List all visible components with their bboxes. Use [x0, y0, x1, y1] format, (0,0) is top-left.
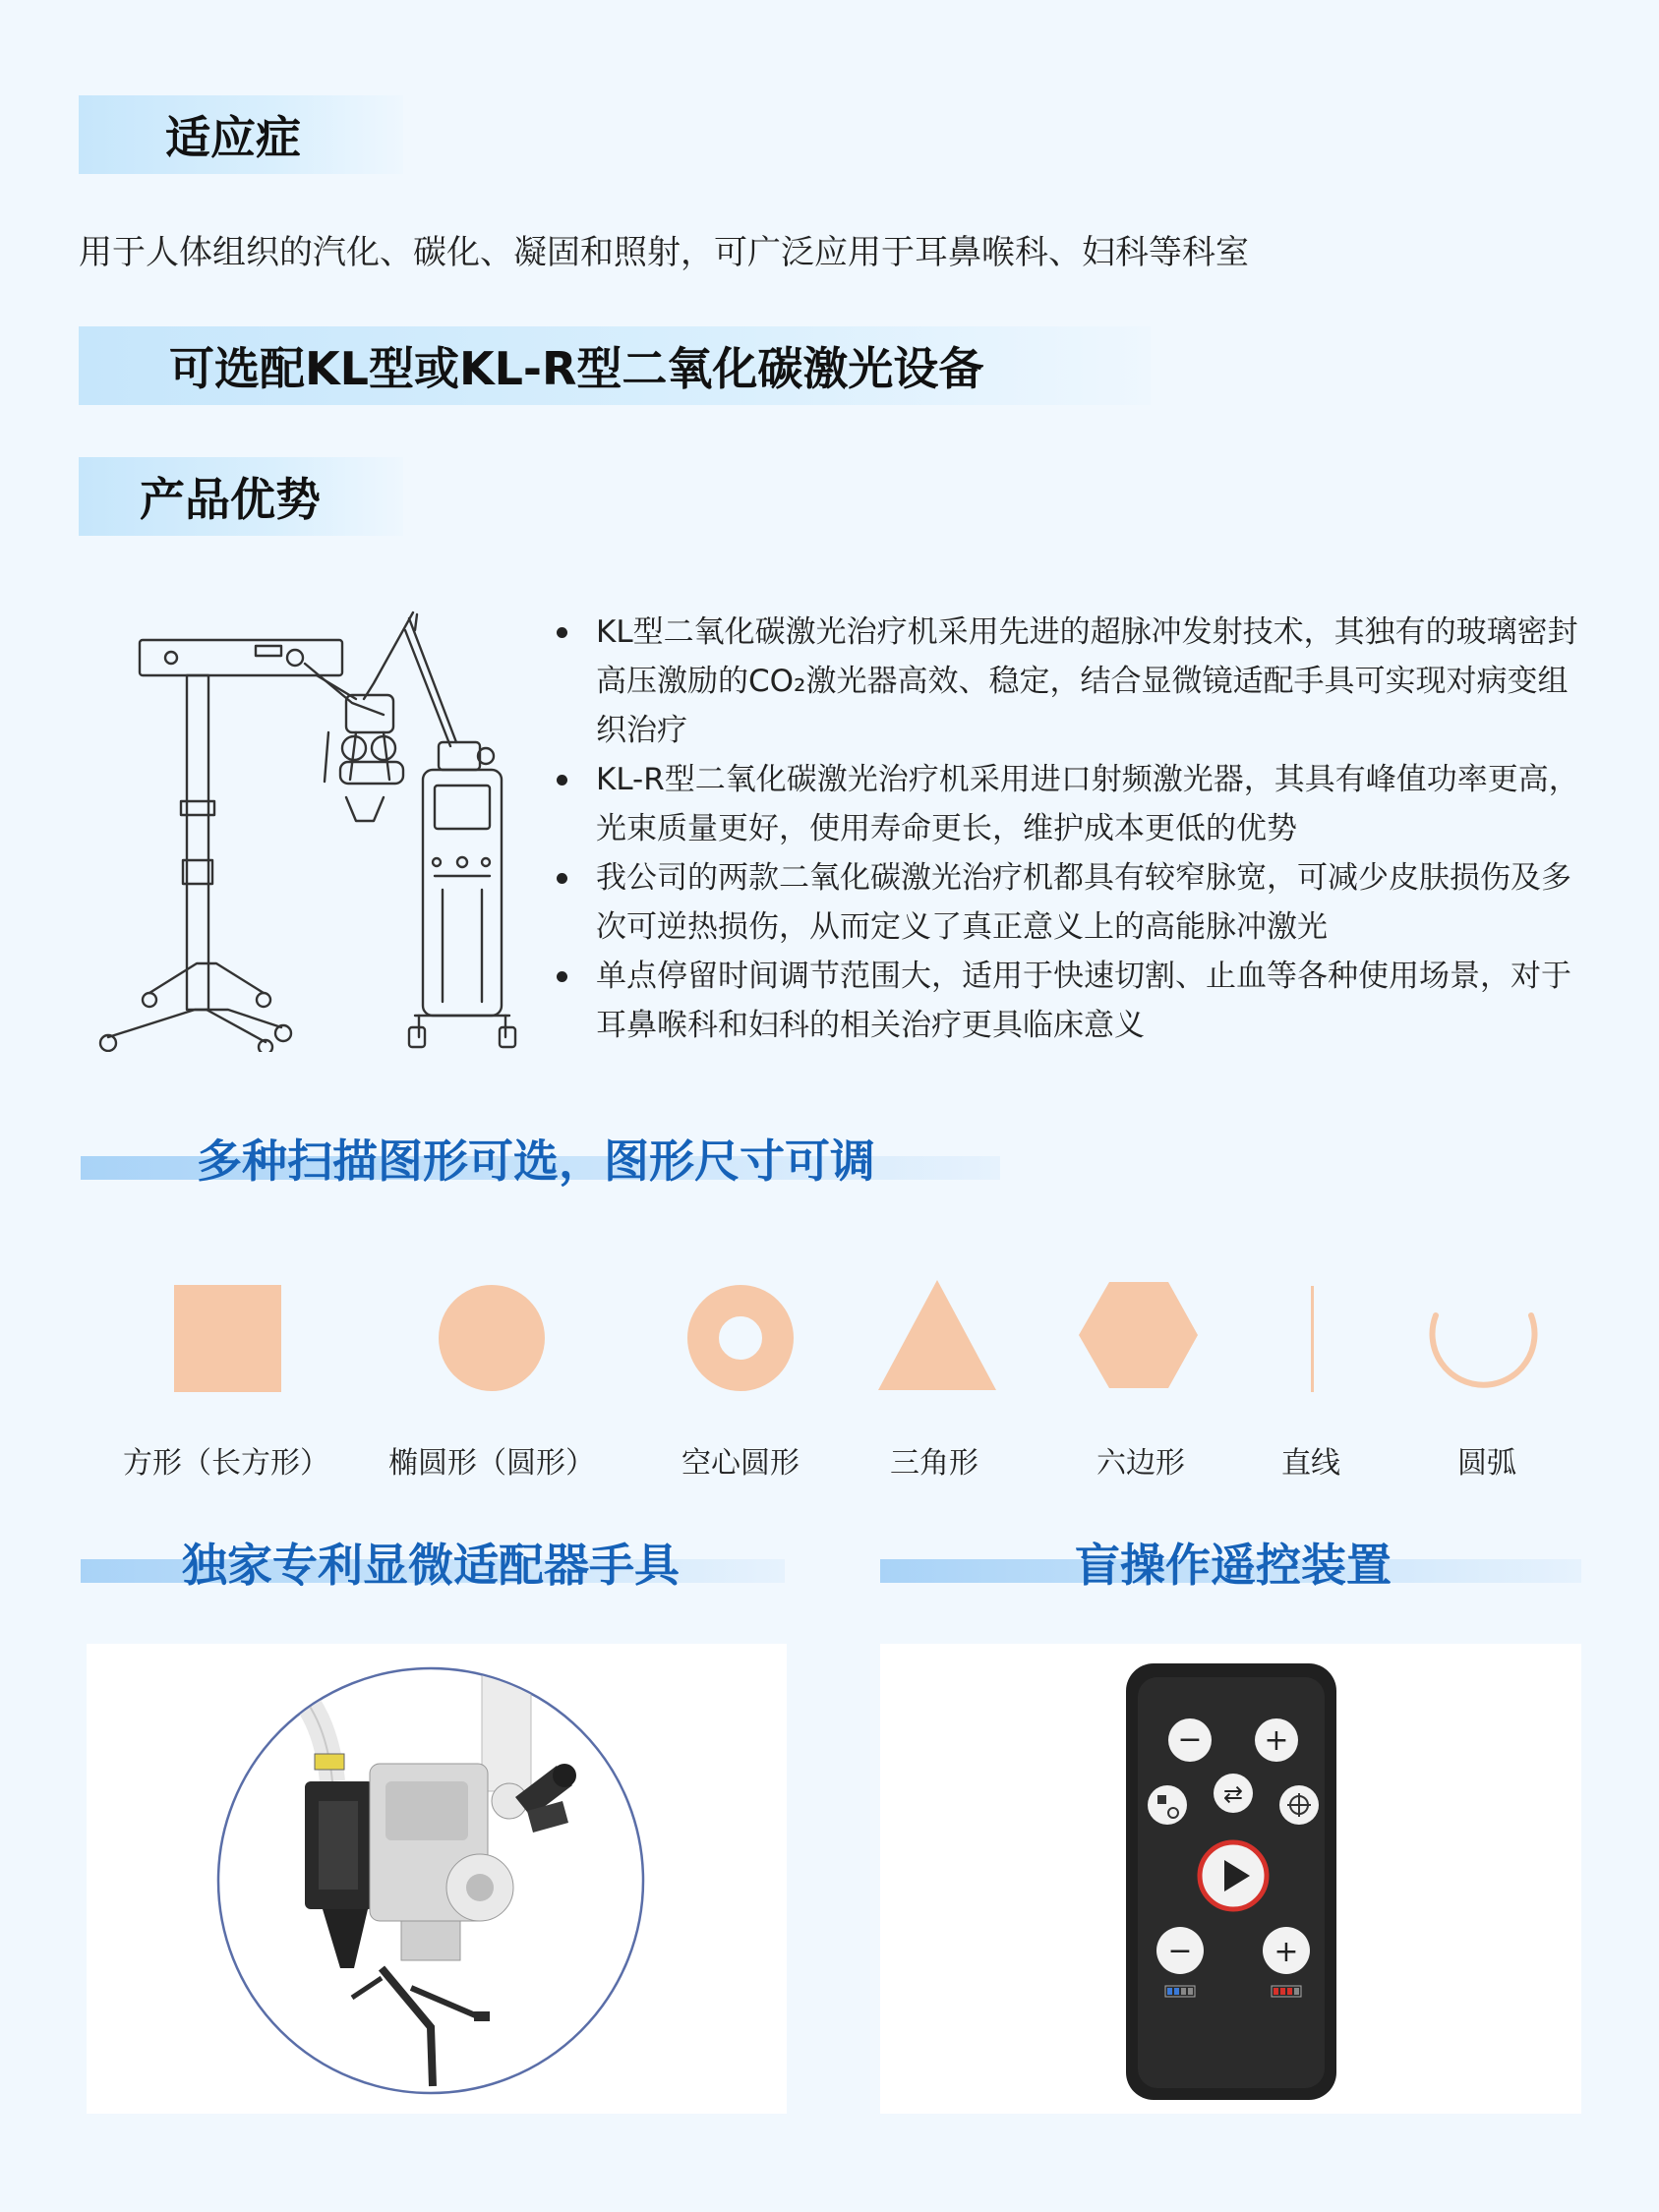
advantages-title: 产品优势 [140, 473, 321, 526]
remote-image-panel [880, 1644, 1581, 2114]
arc-shape [1433, 1315, 1535, 1385]
advantage-item: KL-R型二氧化碳激光治疗机采用进口射频激光器，其具有峰值功率更高，光束质量更好，使用寿命更长，维护成本更低的优势 [553, 755, 1585, 853]
triangle-shape [878, 1280, 996, 1390]
hexagon-shape [1079, 1282, 1198, 1388]
svg-text:−: − [1167, 1934, 1193, 1968]
advantage-item: 单点停留时间调节范围大，适用于快速切割、止血等各种使用场景，对于耳鼻喉科和妇科的相关治疗更具临床意义 [553, 952, 1585, 1050]
advantage-item: 我公司的两款二氧化碳激光治疗机都具有较窄脉宽，可减少皮肤损伤及多次可逆热损伤，从而定义了真正意义上的高能脉冲激光 [553, 853, 1585, 952]
options-title: 可选配KL型或KL-R型二氧化碳激光设备 [169, 342, 984, 395]
remote-title: 盲操作遥控装置 [1075, 1539, 1392, 1592]
indications-title: 适应症 [165, 111, 301, 164]
line-shape [1311, 1286, 1314, 1392]
svg-text:+: + [1274, 1935, 1299, 1969]
svg-text:⇄: ⇄ [1222, 1780, 1244, 1808]
hollow-circle-shape [703, 1301, 778, 1375]
label-hollow-circle: 空心圆形 [681, 1446, 800, 1481]
indications-header [79, 95, 403, 174]
advantages-list [553, 608, 1585, 1050]
label-triangle: 三角形 [890, 1446, 978, 1481]
advantage-item: KL型二氧化碳激光治疗机采用先进的超脉冲发射技术，其独有的玻璃密封高压激励的CO₂激光器高效、稳定，结合显微镜适配手具可实现对病变组织治疗 [553, 608, 1585, 755]
svg-text:+: + [1264, 1723, 1289, 1758]
label-arc: 圆弧 [1457, 1446, 1516, 1481]
options-header [79, 326, 1151, 405]
patterns-title: 多种扫描图形可选，图形尺寸可调 [197, 1135, 875, 1188]
adapter-image-panel [87, 1644, 787, 2114]
indications-text: 用于人体组织的汽化、碳化、凝固和照射，可广泛应用于耳鼻喉科、妇科等科室 [79, 233, 1249, 272]
microscope-adapter-illustration [87, 1644, 787, 2114]
label-square: 方形（长方形） [123, 1446, 329, 1481]
label-line: 直线 [1281, 1446, 1340, 1481]
adapter-title: 独家专利显微适配器手具 [182, 1539, 680, 1592]
square-shape [174, 1285, 281, 1392]
svg-text:−: − [1177, 1722, 1203, 1757]
label-hexagon: 六边形 [1096, 1446, 1185, 1481]
advantages-header [79, 457, 403, 536]
circle-shape [439, 1285, 545, 1391]
shape-select-icon [1148, 1785, 1187, 1825]
label-ellipse: 椭圆形（圆形） [388, 1446, 595, 1481]
remote-control-illustration [880, 1644, 1581, 2114]
scan-shapes [0, 1268, 1659, 1416]
co2-laser-device-illustration [89, 605, 531, 1052]
